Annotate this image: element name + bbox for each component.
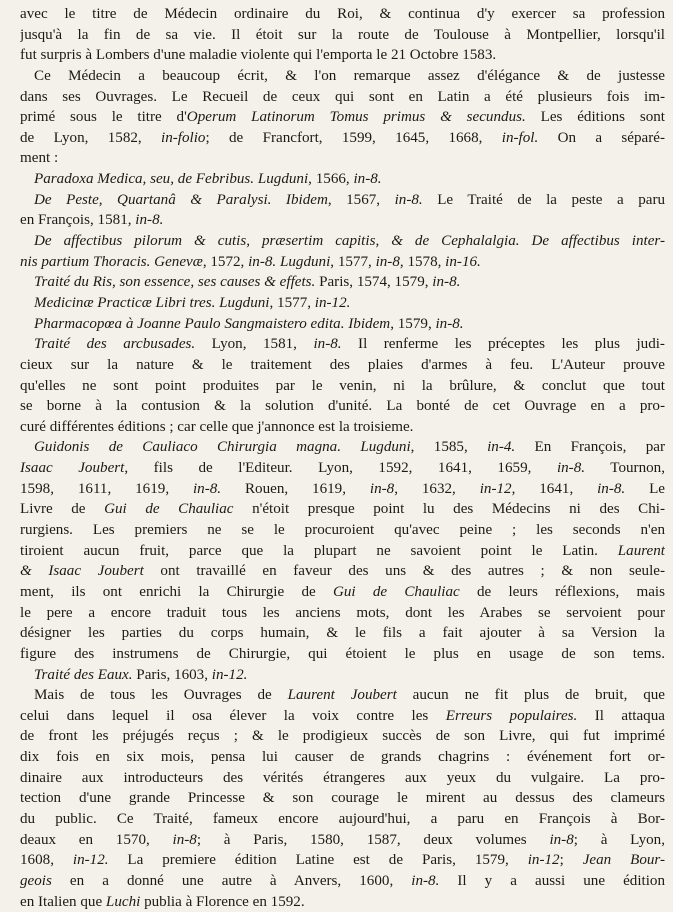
- text-run: ; de Francfort, 1599, 1645, 1668,: [205, 129, 502, 146]
- text-run: Il renferme les préceptes les plus judi-: [341, 336, 665, 353]
- text-run: , 1578,: [399, 253, 446, 270]
- italic-text-run: in-8.: [435, 315, 464, 332]
- italic-text-run: in-8. Lugduni: [248, 253, 331, 270]
- text-line: [20, 768, 665, 789]
- text-line: [20, 499, 665, 520]
- text-run: ont travaillé en faveur des uns & des autres ; & non seule-: [143, 563, 665, 580]
- text-line: [20, 437, 665, 458]
- text-run: 1608,: [20, 852, 73, 869]
- text-run: en Italien que: [20, 893, 106, 910]
- text-line: [20, 603, 665, 624]
- italic-text-run: Traité des arcbusades.: [34, 336, 196, 353]
- text-line: [20, 830, 665, 851]
- text-line: [20, 87, 665, 108]
- text-line: [20, 644, 665, 665]
- text-line: [20, 376, 665, 397]
- text-run: , 1585,: [410, 439, 488, 456]
- italic-text-run: Operum Latinorum Tomus primus & secundus.: [186, 109, 526, 126]
- text-run: jusqu'à la fin de sa vie. Il étoit sur la route de Toulouse à Montpellier, lorsqu'il: [20, 26, 665, 43]
- text-line: [20, 25, 665, 46]
- text-run: Tournon,: [585, 460, 665, 477]
- text-run: en a donné une autre à Anvers, 1600,: [51, 872, 412, 889]
- italic-text-run: Traité des Eaux.: [34, 666, 133, 683]
- text-line: [20, 334, 665, 355]
- italic-text-run: in-8: [369, 480, 395, 497]
- text-run: dans ses Ouvrages. Le Recueil de ceux qui sont en Latin a été plusieurs fois im-: [20, 88, 665, 105]
- italic-text-run: in-8.: [394, 191, 423, 208]
- text-run: , 1577,: [269, 294, 315, 311]
- text-line: [20, 541, 665, 562]
- text-line: [20, 726, 665, 747]
- text-line: [20, 892, 665, 912]
- text-run: Paris, 1603,: [132, 666, 212, 683]
- text-run: Il attaqua: [577, 707, 665, 724]
- text-line: [20, 66, 665, 87]
- text-run: fut surpris à Lombers d'une maladie violente qui l'emporta le 21 Octobre 1583.: [20, 47, 497, 64]
- text-run: Le: [625, 480, 665, 497]
- text-run: tiroient aucun fruit, parce que la plupart ne savoient point le Latin.: [20, 542, 618, 559]
- text-line: [20, 871, 665, 892]
- italic-text-run: Isaac Joubert: [20, 460, 125, 477]
- text-run: , 1579,: [390, 315, 436, 332]
- text-run: Le Traité de la peste a paru: [422, 191, 665, 208]
- text-run: Les éditions sont: [525, 109, 665, 126]
- italic-text-run: in-8.: [597, 480, 626, 497]
- text-line: [20, 561, 665, 582]
- text-run: ; à Paris, 1580, 1587, deux volumes: [196, 831, 550, 848]
- text-run: de front les préjugés reçus ; & le prodigieux succès de son Livre, qui fut imprimé: [20, 728, 665, 745]
- italic-text-run: Traité du Ris, son essence, ses causes & effets.: [34, 274, 316, 291]
- text-run: de leurs réflexions, mais: [459, 583, 665, 600]
- text-line: [20, 706, 665, 727]
- italic-text-run: nis partium Thoracis. Genevæ: [20, 253, 203, 270]
- text-run: tection d'une grande Princesse & son courage le mirent au dessus des clameurs: [20, 790, 665, 807]
- text-run: primé sous le titre d': [20, 109, 187, 126]
- italic-text-run: in-8.: [192, 480, 222, 497]
- text-run: , 1641,: [511, 480, 598, 497]
- text-line: [20, 169, 665, 190]
- italic-text-run: & Isaac Joubert: [20, 563, 144, 580]
- text-run: Mais de tous les Ouvrages de: [34, 687, 288, 704]
- text-run: , 1567,: [327, 191, 395, 208]
- text-line: [20, 747, 665, 768]
- italic-text-run: in-folio: [161, 129, 206, 146]
- text-line: [20, 520, 665, 541]
- italic-text-run: in-8.: [411, 872, 440, 889]
- italic-text-run: Laurent Joubert: [287, 687, 397, 704]
- text-line: [20, 252, 665, 273]
- italic-text-run: in-8.: [556, 460, 586, 477]
- text-run: ment :: [20, 150, 59, 167]
- text-line: [20, 355, 665, 376]
- text-run: , 1632,: [394, 480, 480, 497]
- text-line: [20, 479, 665, 500]
- italic-text-run: in-4.: [487, 439, 516, 456]
- italic-text-run: in-fol.: [501, 129, 539, 146]
- text-run: , fils de l'Editeur. Lyon, 1592, 1641, 1659,: [124, 460, 557, 477]
- text-run: figure des instrumens de Chirurgie, qui étoient le plus en usage de son tems.: [20, 645, 665, 662]
- text-line: [20, 623, 665, 644]
- text-line: [20, 396, 665, 417]
- italic-text-run: in-12.: [211, 666, 248, 683]
- italic-text-run: in-12: [479, 480, 512, 497]
- italic-text-run: in-12: [527, 852, 560, 869]
- text-run: de Lyon, 1582,: [20, 129, 162, 146]
- text-run: cieux sur la nature & le traitement des plaies d'armes à feu. L'Auteur prouve: [20, 356, 665, 373]
- text-run: dix fois en six mois, pensa lui causer de grands chagrins : événement fort or-: [20, 749, 665, 766]
- text-run: On a séparé-: [538, 129, 665, 146]
- italic-text-run: Paradoxa Medica, seu, de Febribus. Lugduni: [34, 171, 309, 188]
- italic-text-run: in-8: [375, 253, 400, 270]
- italic-text-run: in-12.: [72, 852, 109, 869]
- text-line: [20, 685, 665, 706]
- italic-text-run: Jean Bour-: [582, 852, 665, 869]
- text-run: La premiere édition Latine est de Paris, 1579,: [108, 852, 528, 869]
- italic-text-run: in-12.: [314, 294, 351, 311]
- text-line: [20, 314, 665, 335]
- text-run: , 1577,: [330, 253, 376, 270]
- text-run: n'étoit presque point lu des Médecins ni des Chi-: [233, 501, 665, 518]
- text-run: , 1572,: [202, 253, 249, 270]
- italic-text-run: Gui de Chauliac: [332, 583, 460, 600]
- text-run: , 1566,: [308, 171, 354, 188]
- text-run: désigner les parties du corps humain, & le fils a fait ajouter à sa Version la: [20, 625, 665, 642]
- text-run: Paris, 1574, 1579,: [315, 274, 433, 291]
- italic-text-run: Luchi: [105, 893, 141, 910]
- italic-text-run: Pharmacopœa à Joanne Paulo Sangmaistero edita. Ibidem: [34, 315, 391, 332]
- text-run: se borne à la contusion & la solution d'unité. La bonté de cet Ouvrage en a pro-: [20, 398, 665, 415]
- text-run: Il y a aussi une édition: [439, 872, 665, 889]
- text-run: dinaire aux introducteurs des vérités étrangeres aux yeux du vulgaire. La pro-: [20, 769, 665, 786]
- italic-text-run: in-8.: [313, 336, 342, 353]
- text-run: rurgiens. Les premiers ne se le procuroient qu'avec peine ; les seconds n'en: [20, 522, 665, 539]
- text-line: [20, 148, 665, 169]
- text-line: [20, 272, 665, 293]
- italic-text-run: Erreurs populaires.: [445, 707, 578, 724]
- text-line: [20, 107, 665, 128]
- text-run: curé différentes éditions ; car celle que j'annonce est la troisieme.: [20, 418, 414, 435]
- text-run: qu'elles ne sont point produites par le venin, ni la brûlure, & conclut que tout: [20, 377, 665, 394]
- text-line: [20, 665, 665, 686]
- text-run: ;: [559, 852, 583, 869]
- italic-text-run: Medicinæ Practicæ Libri tres. Lugduni: [34, 294, 270, 311]
- italic-text-run: in-8.: [135, 212, 164, 229]
- italic-text-run: in-8.: [353, 171, 382, 188]
- text-line: [20, 788, 665, 809]
- text-run: ment, ils ont enrichi la Chirurgie de: [20, 583, 333, 600]
- text-run: Livre de: [20, 501, 105, 518]
- italic-text-run: Guidonis de Cauliaco Chirurgia magna. Lugduni: [34, 439, 411, 456]
- italic-text-run: in-8.: [432, 274, 461, 291]
- text-line: [20, 458, 665, 479]
- text-line: [20, 45, 665, 66]
- text-run: du public. Ce Traité, fameux encore aujourd'hui, a paru en François à Bor-: [20, 810, 665, 827]
- text-line: [20, 850, 665, 871]
- text-run: deaux en 1570,: [20, 831, 173, 848]
- text-run: le pere a encore traduit tous les anciens mots, dont les Arabes se servoient pour: [20, 604, 665, 621]
- italic-text-run: in-8: [172, 831, 197, 848]
- text-line: [20, 809, 665, 830]
- italic-text-run: in-8: [549, 831, 574, 848]
- text-line: [20, 293, 665, 314]
- text-line: [20, 128, 665, 149]
- italic-text-run: De Peste, Quartanâ & Paralysi. Ibidem: [34, 191, 328, 208]
- text-run: publia à Florence en 1592.: [140, 893, 305, 910]
- text-run: aucun ne fit plus de bruit, que: [396, 687, 665, 704]
- text-line: [20, 231, 665, 252]
- text-run: en François, 1581,: [20, 212, 136, 229]
- text-run: celui dans lequel il osa élever la voix contre les: [20, 707, 446, 724]
- text-line: [20, 417, 665, 438]
- italic-text-run: Laurent: [617, 542, 665, 559]
- text-run: Ce Médecin a beaucoup écrit, & l'on remarque assez d'élégance & de justesse: [34, 67, 665, 84]
- italic-text-run: Gui de Chauliac: [104, 501, 234, 518]
- text-line: [20, 4, 665, 25]
- text-line: [20, 582, 665, 603]
- text-run: ; à Lyon,: [573, 831, 665, 848]
- text-run: 1598, 1611, 1619,: [20, 480, 193, 497]
- text-run: Lyon, 1581,: [195, 336, 314, 353]
- italic-text-run: De affectibus pilorum & cutis, præsertim capitis, & de Cephalalgia. De affectibus inter-: [34, 233, 665, 250]
- text-line: [20, 210, 665, 231]
- italic-text-run: in-16.: [445, 253, 481, 270]
- text-line: [20, 190, 665, 211]
- text-run: En François, par: [515, 439, 665, 456]
- text-run: Rouen, 1619,: [221, 480, 370, 497]
- text-run: avec le titre de Médecin ordinaire du Roi, & continua d'y exercer sa profession: [20, 6, 665, 22]
- italic-text-run: geois: [20, 872, 52, 889]
